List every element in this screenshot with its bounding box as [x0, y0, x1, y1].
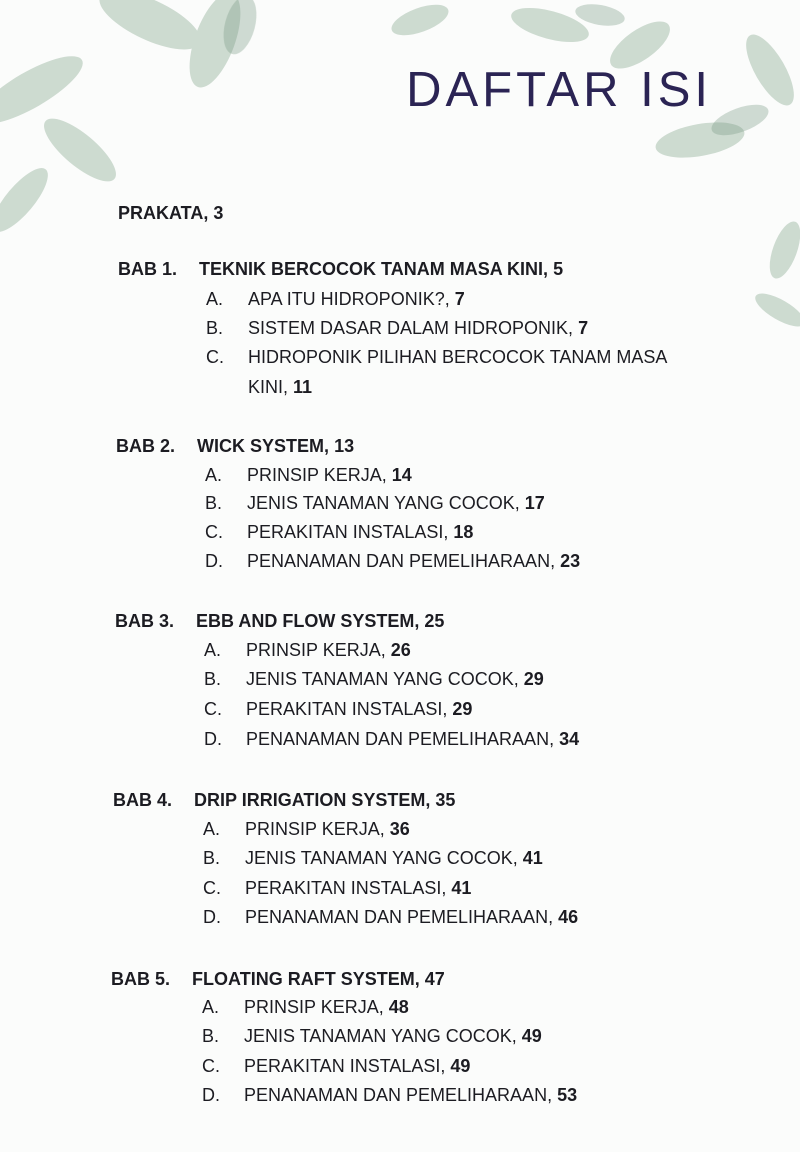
item-text: PERAKITAN INSTALASI,: [244, 1056, 446, 1076]
chapter-title: EBB AND FLOW SYSTEM,: [196, 611, 420, 631]
item-page: 17: [524, 493, 545, 513]
item-letter: C.: [203, 878, 221, 898]
prakata-label: PRAKATA,: [118, 203, 209, 223]
item-text: PRINSIP KERJA,: [247, 465, 387, 485]
item-text: PENANAMAN DAN PEMELIHARAAN,: [247, 551, 556, 571]
chapter-title: WICK SYSTEM,: [197, 436, 330, 456]
item-letter: D.: [205, 551, 223, 571]
toc-item: [203, 820, 410, 838]
toc-item: [204, 730, 579, 748]
item-text: PENANAMAN DAN PEMELIHARAAN,: [246, 729, 555, 749]
item-text: SISTEM DASAR DALAM HIDROPONIK,: [248, 318, 574, 338]
chapter-title: TEKNIK BERCOCOK TANAM MASA KINI,: [199, 259, 549, 279]
item-letter: B.: [202, 1026, 220, 1046]
chapter-page: 47: [424, 969, 445, 989]
item-text: PENANAMAN DAN PEMELIHARAAN,: [245, 907, 554, 927]
item-page: 41: [451, 878, 472, 898]
item-letter: C.: [206, 347, 224, 367]
item-page: 49: [521, 1026, 542, 1046]
item-page: 49: [450, 1056, 471, 1076]
chapter-title: DRIP IRRIGATION SYSTEM,: [194, 790, 431, 810]
chapter-page: 13: [334, 436, 355, 456]
page-title: DAFTAR ISI: [406, 63, 712, 117]
toc-item-continuation: [248, 378, 312, 396]
item-text: JENIS TANAMAN YANG COCOK,: [244, 1026, 517, 1046]
toc-item: [204, 700, 472, 718]
chapter-heading: [115, 612, 444, 630]
item-page: 34: [559, 729, 580, 749]
item-text: PENANAMAN DAN PEMELIHARAAN,: [244, 1085, 553, 1105]
toc-item: [203, 908, 578, 926]
item-page: 11: [293, 377, 313, 397]
item-letter: D.: [203, 907, 221, 927]
chapter-number: BAB 3.: [115, 611, 175, 631]
item-text: JENIS TANAMAN YANG COCOK,: [245, 848, 518, 868]
item-page: 7: [454, 289, 465, 309]
item-text: PRINSIP KERJA,: [245, 819, 385, 839]
item-letter: A.: [203, 819, 221, 839]
item-text: PRINSIP KERJA,: [246, 640, 386, 660]
toc-item: [203, 849, 543, 867]
prakata-page: 3: [213, 203, 224, 223]
toc-item: [202, 1057, 470, 1075]
chapter-number: BAB 1.: [118, 259, 178, 279]
toc-item: [205, 466, 412, 484]
item-text: JENIS TANAMAN YANG COCOK,: [246, 669, 519, 689]
item-page: 18: [453, 522, 474, 542]
chapter-page: 5: [553, 259, 564, 279]
toc-prakata: [118, 204, 223, 222]
item-page: 53: [557, 1085, 578, 1105]
item-letter: A.: [206, 289, 224, 309]
item-letter: C.: [202, 1056, 220, 1076]
toc-item: [202, 1086, 577, 1104]
item-letter: C.: [204, 699, 222, 719]
item-page: 48: [388, 997, 409, 1017]
chapter-heading: [113, 791, 455, 809]
item-text: KINI,: [248, 377, 289, 397]
toc-item: [206, 290, 465, 308]
item-letter: D.: [202, 1085, 220, 1105]
toc-item: [203, 879, 471, 897]
item-text: PERAKITAN INSTALASI,: [246, 699, 448, 719]
chapter-heading: [116, 437, 354, 455]
item-letter: A.: [202, 997, 220, 1017]
item-letter: D.: [204, 729, 222, 749]
item-text: JENIS TANAMAN YANG COCOK,: [247, 493, 520, 513]
item-letter: B.: [203, 848, 221, 868]
item-letter: A.: [204, 640, 222, 660]
chapter-heading: [111, 970, 445, 988]
chapter-number: BAB 5.: [111, 969, 171, 989]
item-text: HIDROPONIK PILIHAN BERCOCOK TANAM MASA: [248, 347, 668, 367]
item-page: 36: [389, 819, 410, 839]
item-letter: B.: [206, 318, 224, 338]
toc-item: [202, 1027, 542, 1045]
chapter-heading: [118, 260, 563, 278]
toc-item: [205, 552, 580, 570]
item-text: APA ITU HIDROPONIK?,: [248, 289, 450, 309]
item-page: 26: [390, 640, 411, 660]
chapter-page: 25: [424, 611, 445, 631]
chapter-number: BAB 4.: [113, 790, 173, 810]
toc-item: [202, 998, 409, 1016]
item-letter: B.: [205, 493, 223, 513]
chapter-title: FLOATING RAFT SYSTEM,: [192, 969, 420, 989]
toc-item: [204, 670, 544, 688]
chapter-page: 35: [435, 790, 456, 810]
item-text: PERAKITAN INSTALASI,: [245, 878, 447, 898]
item-page: 14: [391, 465, 412, 485]
item-text: PERAKITAN INSTALASI,: [247, 522, 449, 542]
toc-item: [206, 319, 588, 337]
chapter-number: BAB 2.: [116, 436, 176, 456]
item-page: 41: [522, 848, 543, 868]
toc-item: [205, 494, 545, 512]
item-page: 29: [523, 669, 544, 689]
item-letter: C.: [205, 522, 223, 542]
item-page: 29: [452, 699, 473, 719]
item-letter: A.: [205, 465, 223, 485]
toc-item: [204, 641, 411, 659]
item-text: PRINSIP KERJA,: [244, 997, 384, 1017]
item-letter: B.: [204, 669, 222, 689]
toc-item: [206, 348, 667, 366]
item-page: 46: [558, 907, 579, 927]
item-page: 23: [560, 551, 581, 571]
toc-item: [205, 523, 473, 541]
item-page: 7: [578, 318, 589, 338]
